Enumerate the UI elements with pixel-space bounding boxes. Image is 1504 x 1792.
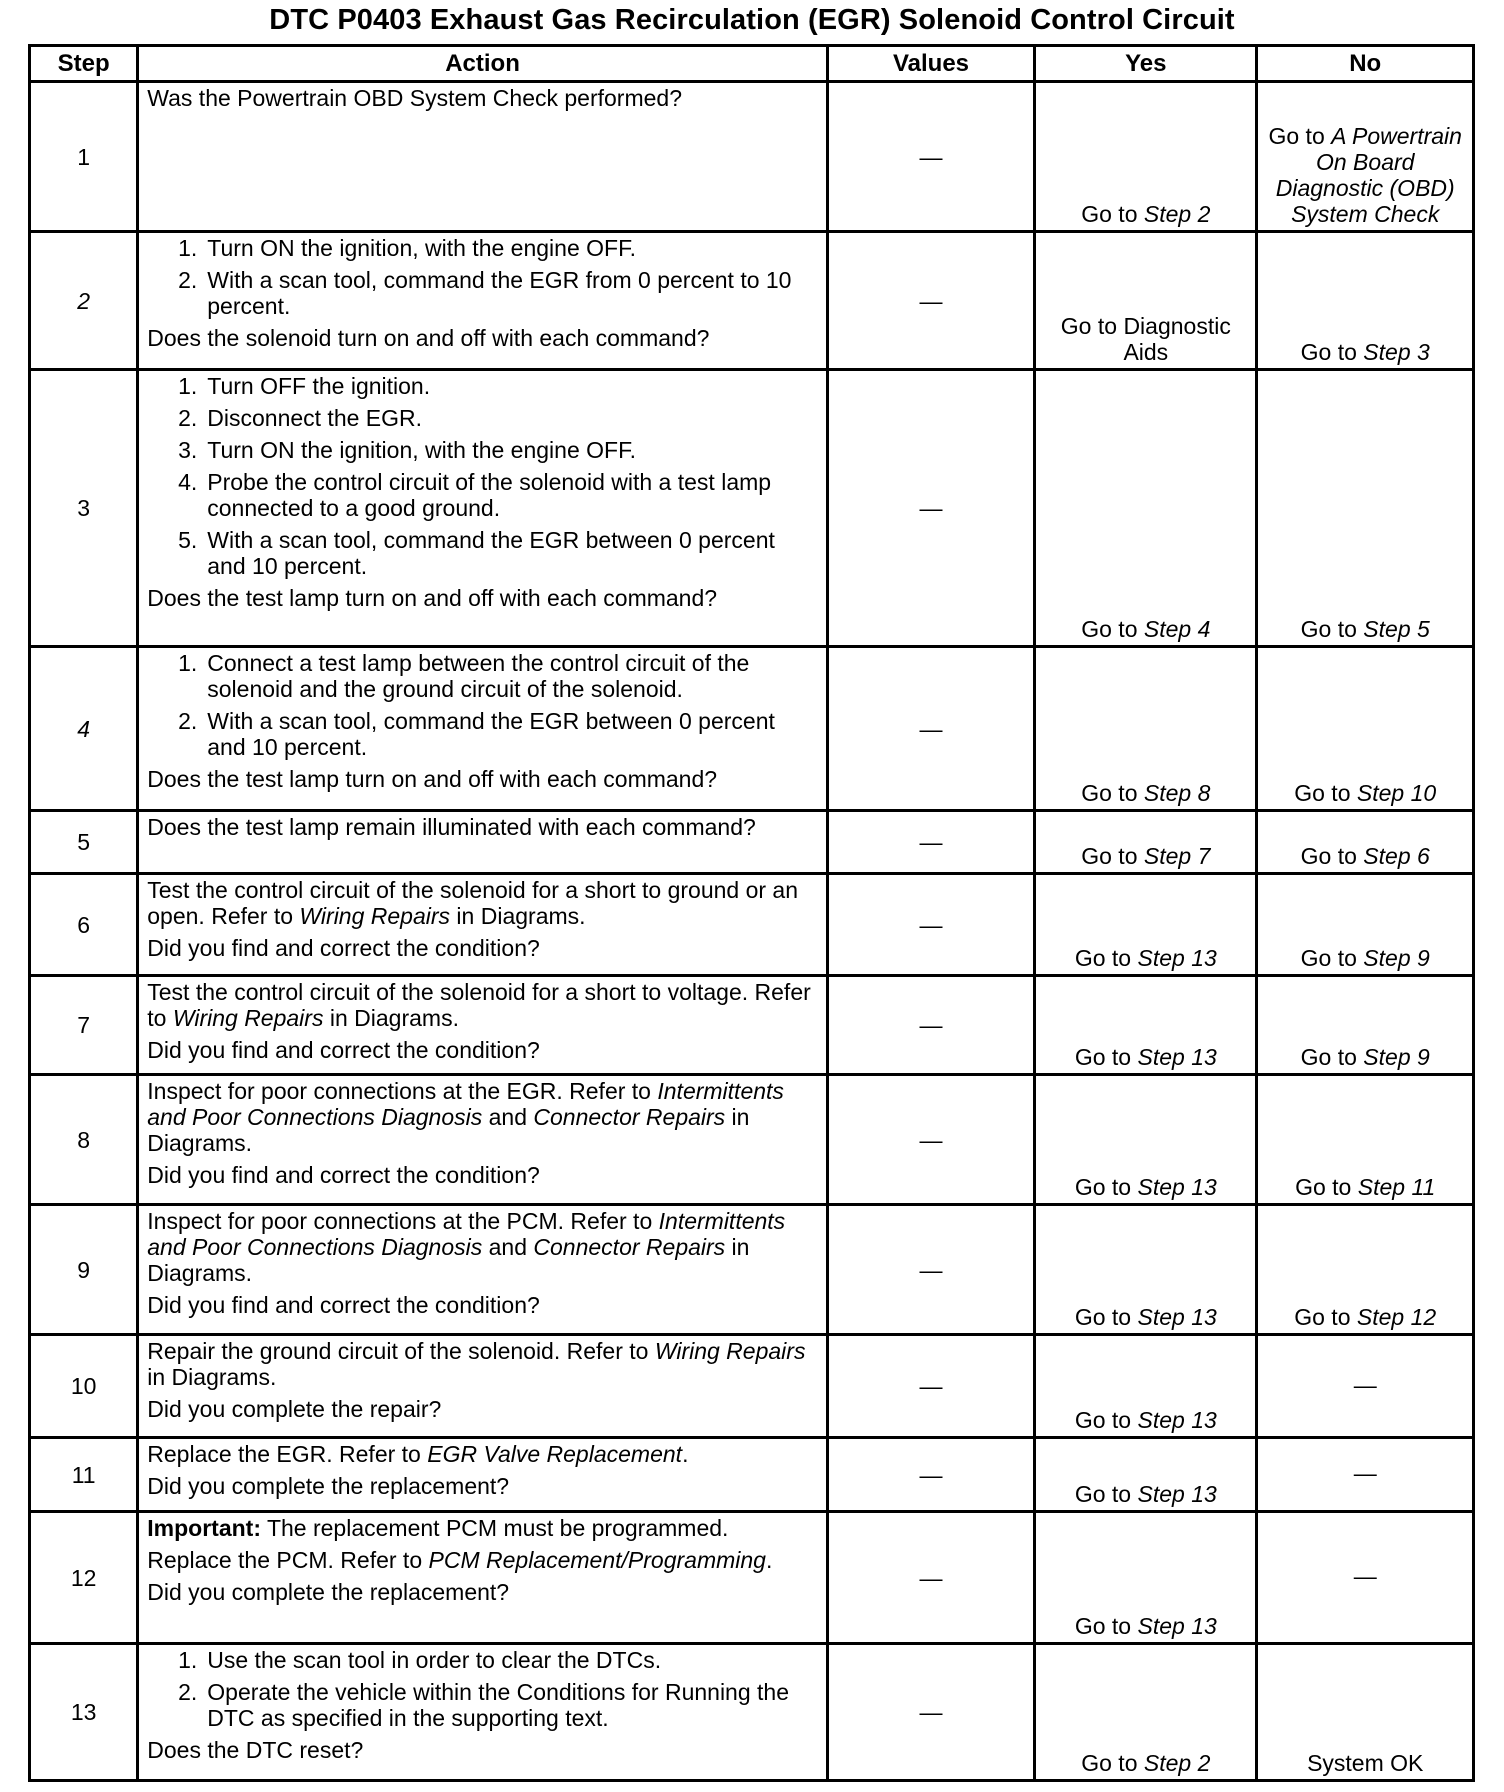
action-cell [138, 1335, 828, 1438]
action-question: Does the test lamp remain illuminated with each command? [147, 814, 756, 840]
action-text: Test the control circuit of the solenoid for a short to voltage. Refer to Wiring Repairs in Diagrams. [147, 979, 811, 1031]
no-prefix: Go to [1294, 780, 1357, 806]
table-header-row [30, 46, 1474, 82]
no-link[interactable]: Step 11 [1357, 1174, 1436, 1200]
reference-link[interactable]: Wiring Repairs [299, 903, 451, 929]
yes-cell [1035, 811, 1257, 874]
reference-link[interactable]: EGR Valve Replacement [427, 1441, 683, 1467]
diagnostic-table [28, 44, 1475, 1782]
action-cell [138, 1438, 828, 1512]
header-no: No [1257, 46, 1474, 82]
no-link[interactable]: Step 10 [1356, 780, 1437, 806]
header-values: Values [827, 46, 1034, 82]
yes-cell [1035, 1438, 1257, 1512]
action-step: 2. Operate the vehicle within the Conditions for Running the DTC as specified in the supporting text. [178, 1679, 790, 1731]
step-number: 12 [30, 1512, 138, 1644]
action-step: 2. Disconnect the EGR. [178, 405, 423, 431]
no-prefix: Go to [1300, 339, 1364, 365]
yes-cell [1035, 82, 1257, 232]
page-title: DTC P0403 Exhaust Gas Recirculation (EGR) Solenoid Control Circuit [269, 4, 1235, 36]
yes-prefix[interactable]: Go to Diagnostic Aids [1060, 313, 1231, 365]
step-number: 4 [30, 647, 138, 811]
action-question: Did you complete the replacement? [147, 1473, 510, 1499]
values-cell: — [827, 1438, 1034, 1512]
no-prefix: Go to [1300, 843, 1364, 869]
yes-link[interactable]: Step 13 [1137, 1481, 1217, 1507]
table-row [30, 1075, 1474, 1205]
yes-cell [1035, 232, 1257, 370]
yes-prefix: Go to [1081, 843, 1144, 869]
action-question: Does the DTC reset? [147, 1737, 364, 1763]
step-number: 1 [30, 82, 138, 232]
reference-link[interactable]: Connector Repairs [533, 1234, 726, 1260]
no-cell [1257, 232, 1474, 370]
action-question: Does the test lamp turn on and off with each command? [147, 585, 718, 611]
action-cell [138, 82, 828, 232]
table-row [30, 1438, 1474, 1512]
values-cell: — [827, 811, 1034, 874]
step-number: 7 [30, 976, 138, 1075]
action-step: 2. With a scan tool, command the EGR between 0 percent and 10 percent. [178, 708, 775, 760]
yes-prefix: Go to [1074, 1481, 1138, 1507]
action-text: Replace the PCM. Refer to PCM Replacement/Programming. [147, 1547, 773, 1573]
yes-cell [1035, 976, 1257, 1075]
no-prefix: Go to [1295, 1174, 1358, 1200]
table-row [30, 976, 1474, 1075]
values-cell: — [827, 232, 1034, 370]
values-cell: — [827, 1644, 1034, 1781]
reference-link[interactable]: Wiring Repairs [172, 1005, 324, 1031]
action-steps [147, 650, 818, 760]
action-steps [147, 235, 818, 319]
important-label: Important: [147, 1515, 261, 1541]
yes-link[interactable]: Step 13 [1137, 1407, 1217, 1433]
table-row [30, 1205, 1474, 1335]
yes-prefix: Go to [1074, 1304, 1138, 1330]
yes-cell [1035, 874, 1257, 976]
yes-prefix: Go to [1074, 1044, 1138, 1070]
yes-prefix: Go to [1081, 780, 1144, 806]
yes-cell [1035, 1205, 1257, 1335]
no-link[interactable]: Step 9 [1363, 945, 1430, 971]
values-cell: — [827, 370, 1034, 647]
yes-link[interactable]: Step 8 [1143, 780, 1211, 806]
no-cell: System OK [1257, 1644, 1474, 1781]
no-prefix: Go to [1294, 1304, 1357, 1330]
action-question: Did you find and correct the condition? [147, 1292, 540, 1318]
yes-prefix: Go to [1081, 616, 1144, 642]
step-number: 2 [30, 232, 138, 370]
reference-link[interactable]: Connector Repairs [533, 1104, 726, 1130]
action-question: Does the test lamp turn on and off with each command? [147, 766, 718, 792]
no-cell [1257, 976, 1474, 1075]
no-cell [1257, 811, 1474, 874]
action-cell [138, 370, 828, 647]
action-text: Inspect for poor connections at the EGR. Refer to Intermittents and Poor Connections Diagnosis and Connector Repairs in Diagrams. [147, 1078, 784, 1156]
action-question: Does the solenoid turn on and off with each command? [147, 325, 710, 351]
step-number: 9 [30, 1205, 138, 1335]
yes-prefix: Go to [1081, 201, 1144, 227]
no-cell [1257, 874, 1474, 976]
values-cell: — [827, 1335, 1034, 1438]
no-prefix: Go to [1300, 616, 1364, 642]
reference-link[interactable]: Intermittents and Poor Connections Diagnosis [147, 1208, 786, 1260]
action-cell [138, 874, 828, 976]
reference-link[interactable]: Wiring Repairs [654, 1338, 806, 1364]
yes-cell [1035, 1644, 1257, 1781]
yes-prefix: Go to [1081, 1750, 1144, 1776]
no-cell [1257, 1075, 1474, 1205]
no-cell [1257, 1205, 1474, 1335]
step-number: 3 [30, 370, 138, 647]
step-number: 11 [30, 1438, 138, 1512]
yes-link[interactable]: Step 13 [1137, 945, 1217, 971]
yes-link[interactable]: Step 7 [1143, 843, 1211, 869]
action-step: 3. Turn ON the ignition, with the engine OFF. [178, 437, 636, 463]
action-cell [138, 232, 828, 370]
action-cell [138, 1205, 828, 1335]
reference-link[interactable]: Intermittents and Poor Connections Diagnosis [147, 1078, 784, 1130]
yes-prefix: Go to [1074, 1174, 1138, 1200]
action-cell [138, 647, 828, 811]
table-row [30, 811, 1474, 874]
action-cell [138, 811, 828, 874]
yes-cell [1035, 647, 1257, 811]
action-text: Test the control circuit of the solenoid for a short to ground or an open. Refer to Wiring Repairs in Diagrams. [147, 877, 799, 929]
action-question: Did you find and correct the condition? [147, 935, 540, 961]
no-prefix: Go to [1268, 123, 1332, 149]
action-step: 4. Probe the control circuit of the solenoid with a test lamp connected to a good ground. [178, 469, 772, 521]
action-text: Replace the EGR. Refer to EGR Valve Replacement. [147, 1441, 689, 1467]
no-link[interactable]: Step 5 [1363, 616, 1430, 642]
yes-link[interactable]: Step 4 [1143, 616, 1211, 642]
action-question: Did you find and correct the condition? [147, 1037, 540, 1063]
step-number: 5 [30, 811, 138, 874]
yes-cell [1035, 370, 1257, 647]
step-number: 6 [30, 874, 138, 976]
action-steps [147, 1647, 818, 1731]
yes-cell [1035, 1075, 1257, 1205]
action-question: Did you find and correct the condition? [147, 1162, 540, 1188]
action-text: Repair the ground circuit of the solenoid. Refer to Wiring Repairs in Diagrams. [147, 1338, 806, 1390]
no-link[interactable]: Step 12 [1356, 1304, 1437, 1330]
no-cell [1257, 370, 1474, 647]
table-row [30, 232, 1474, 370]
no-cell: — [1257, 1438, 1474, 1512]
table-row [30, 370, 1474, 647]
yes-prefix: Go to [1074, 945, 1138, 971]
yes-cell [1035, 1512, 1257, 1644]
action-step: 1. Turn ON the ignition, with the engine OFF. [178, 235, 636, 261]
action-step: 1. Use the scan tool in order to clear the DTCs. [178, 1647, 662, 1673]
yes-link[interactable]: Step 13 [1137, 1304, 1217, 1330]
values-cell: — [827, 976, 1034, 1075]
yes-prefix: Go to [1074, 1407, 1138, 1433]
yes-link[interactable]: Step 13 [1137, 1174, 1217, 1200]
header-action: Action [138, 46, 828, 82]
yes-prefix: Go to [1074, 1613, 1138, 1639]
no-cell [1257, 82, 1474, 232]
step-number: 13 [30, 1644, 138, 1781]
action-question: Was the Powertrain OBD System Check performed? [147, 85, 682, 111]
no-cell: — [1257, 1512, 1474, 1644]
action-step: 1. Connect a test lamp between the control circuit of the solenoid and the ground circuit of the solenoid. [178, 650, 750, 702]
table-row [30, 82, 1474, 232]
yes-link[interactable]: Step 13 [1137, 1613, 1217, 1639]
step-number: 8 [30, 1075, 138, 1205]
action-step: 1. Turn OFF the ignition. [178, 373, 431, 399]
yes-cell [1035, 1335, 1257, 1438]
action-cell [138, 1644, 828, 1781]
yes-link[interactable]: Step 13 [1137, 1044, 1217, 1070]
action-question: Did you complete the replacement? [147, 1579, 510, 1605]
table-row [30, 1512, 1474, 1644]
yes-link[interactable]: Step 2 [1143, 201, 1211, 227]
values-cell: — [827, 1512, 1034, 1644]
table-row [30, 874, 1474, 976]
no-link[interactable]: Step 9 [1363, 1044, 1430, 1070]
values-cell: — [827, 1075, 1034, 1205]
reference-link[interactable]: PCM Replacement/Programming [428, 1547, 766, 1573]
action-cell [138, 976, 828, 1075]
action-cell [138, 1512, 828, 1644]
no-cell: — [1257, 1335, 1474, 1438]
values-cell: — [827, 874, 1034, 976]
no-link[interactable]: Step 6 [1363, 843, 1430, 869]
values-cell: — [827, 647, 1034, 811]
no-link[interactable]: Step 3 [1363, 339, 1430, 365]
action-text: Inspect for poor connections at the PCM. Refer to Intermittents and Poor Connections Diagnosis and Connector Repairs in Diagrams. [147, 1208, 786, 1286]
header-step: Step [30, 46, 138, 82]
yes-link[interactable]: Step 2 [1143, 1750, 1211, 1776]
action-steps [147, 373, 818, 579]
table-row [30, 647, 1474, 811]
action-step: 2. With a scan tool, command the EGR from 0 percent to 10 percent. [178, 267, 792, 319]
values-cell: — [827, 1205, 1034, 1335]
action-question: Did you complete the repair? [147, 1396, 442, 1422]
no-prefix: Go to [1300, 1044, 1364, 1070]
action-cell [138, 1075, 828, 1205]
important-note: Important: The replacement PCM must be programmed. [147, 1515, 729, 1541]
no-link[interactable]: A Powertrain On Board Diagnostic (OBD) System Check [1275, 123, 1462, 227]
table-row [30, 1644, 1474, 1781]
header-yes: Yes [1035, 46, 1257, 82]
action-step: 5. With a scan tool, command the EGR between 0 percent and 10 percent. [178, 527, 775, 579]
values-cell: — [827, 82, 1034, 232]
table-row [30, 1335, 1474, 1438]
step-number: 10 [30, 1335, 138, 1438]
no-prefix: Go to [1300, 945, 1364, 971]
no-cell [1257, 647, 1474, 811]
